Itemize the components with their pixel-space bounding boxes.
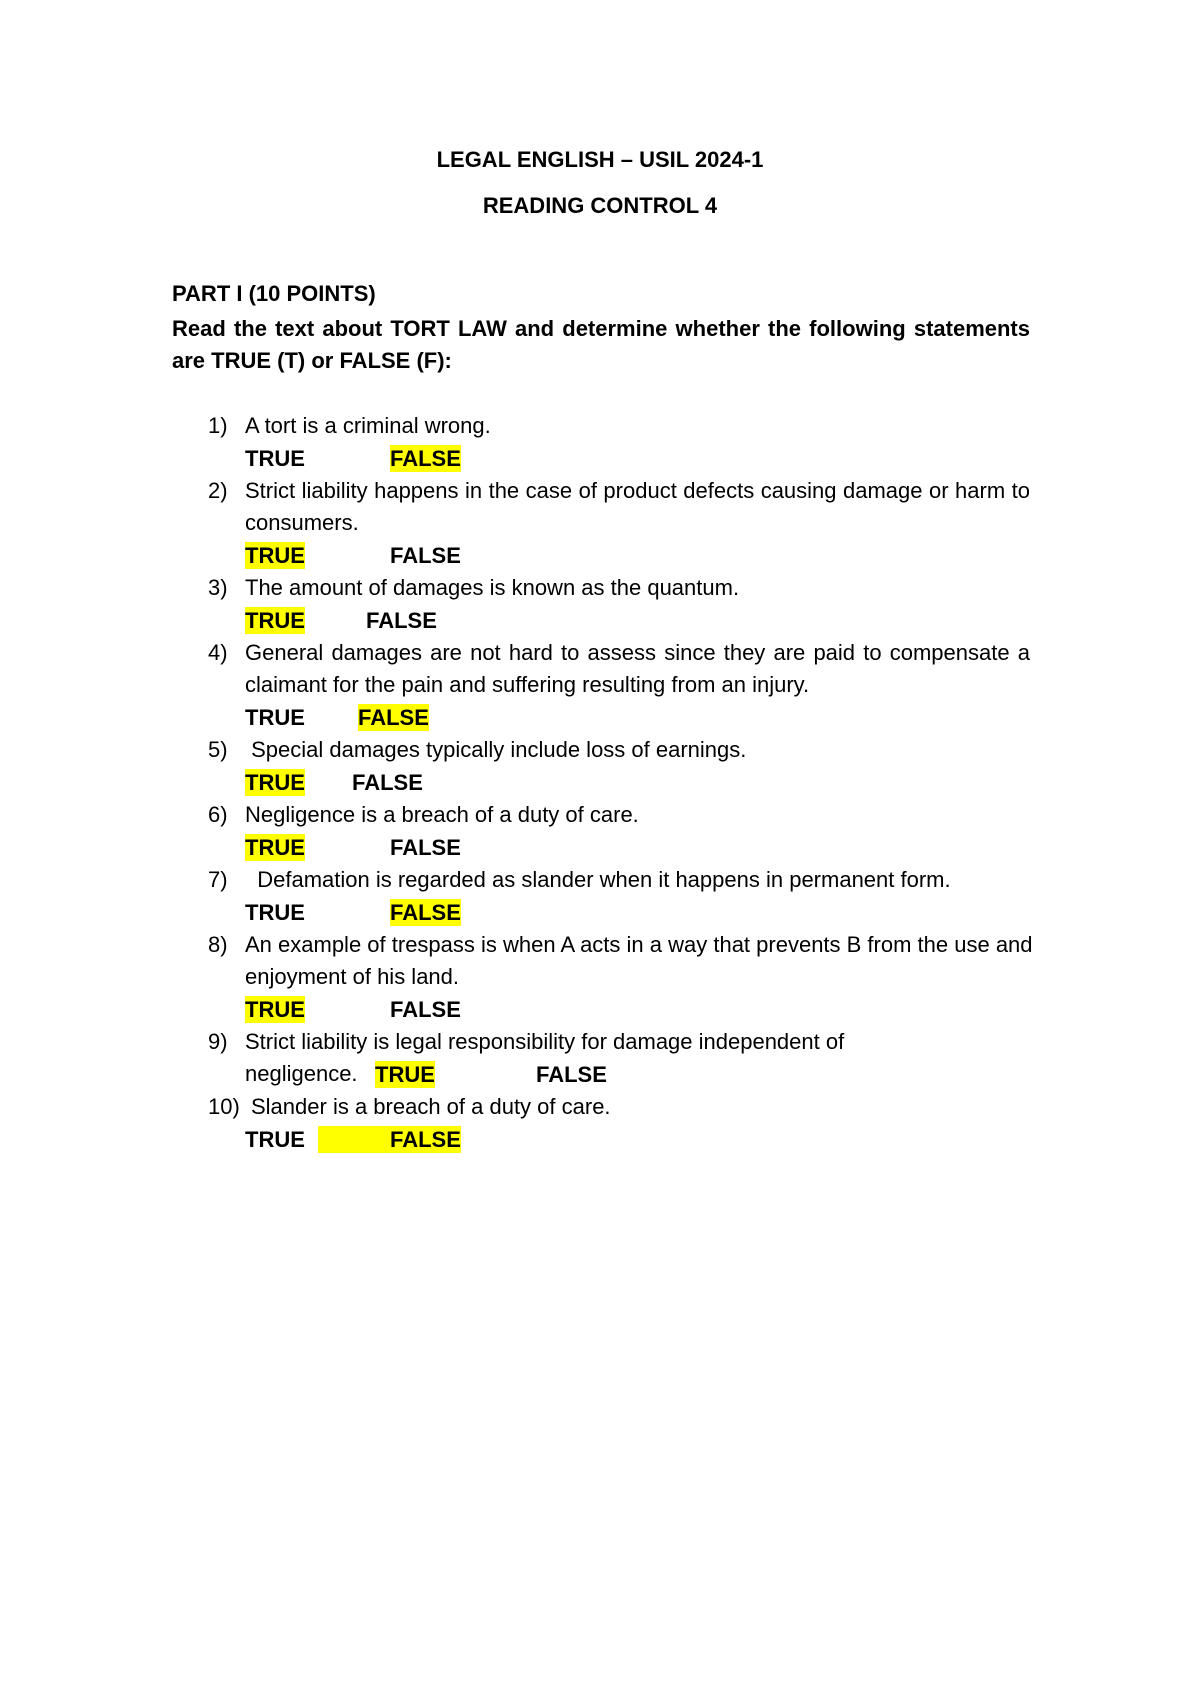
question-text: Special damages typically include loss of earnings. <box>245 737 747 762</box>
question-number: 2) <box>208 478 228 503</box>
false-option-highlighted: FALSE <box>358 705 429 730</box>
true-option-highlighted: TRUE <box>245 608 305 633</box>
false-option: FALSE <box>390 997 461 1022</box>
question-number: 4) <box>208 640 228 665</box>
true-option-highlighted: TRUE <box>245 835 305 860</box>
question-number: 9) <box>208 1029 228 1054</box>
question-number: 6) <box>208 802 228 827</box>
document-title: LEGAL ENGLISH – USIL 2024-1 <box>436 147 764 172</box>
question-text: Negligence is a breach of a duty of care. <box>245 802 639 827</box>
question-text: Strict liability happens in the case of product defects causing damage or harm to consumers. <box>245 478 1030 535</box>
question-number: 10) <box>208 1094 240 1119</box>
question-text: Defamation is regarded as slander when it happens in permanent form. <box>245 867 951 892</box>
true-option-highlighted: TRUE <box>245 770 305 795</box>
true-option-highlighted: TRUE <box>245 543 305 568</box>
false-option-highlighted: FALSE <box>390 900 461 925</box>
question-number: 3) <box>208 575 228 600</box>
question-text: Slander is a breach of a duty of care. <box>251 1094 611 1119</box>
true-option: TRUE <box>245 446 305 471</box>
part-heading: PART I (10 POINTS) <box>172 281 376 306</box>
true-option: TRUE <box>245 705 305 730</box>
question-number: 5) <box>208 737 228 762</box>
question-number: 1) <box>208 413 228 438</box>
question-text: General damages are not hard to assess since they are paid to compensate a claimant for the pain and suffering resulting from an injury. <box>245 640 1030 697</box>
false-option-highlighted: FALSE <box>390 446 461 471</box>
question-text: An example of trespass is when A acts in a way that prevents B from the use and enjoyment of his land. <box>245 932 1033 989</box>
false-option: FALSE <box>352 770 423 795</box>
question-number: 8) <box>208 932 228 957</box>
document-subtitle: READING CONTROL 4 <box>482 193 718 218</box>
false-option: FALSE <box>390 543 461 568</box>
true-option: TRUE <box>245 900 305 925</box>
instructions: Read the text about TORT LAW and determine whether the following statements are TRUE (T) or FALSE (F): <box>172 316 1030 373</box>
true-option-highlighted: TRUE <box>245 997 305 1022</box>
false-option: FALSE <box>366 608 437 633</box>
false-option: FALSE <box>536 1062 607 1087</box>
question-text: The amount of damages is known as the quantum. <box>245 575 740 600</box>
false-option-highlighted: FALSE <box>318 1126 461 1153</box>
true-option: TRUE <box>245 1127 305 1152</box>
question-text: A tort is a criminal wrong. <box>245 413 491 438</box>
false-option: FALSE <box>390 835 461 860</box>
true-option-highlighted: TRUE <box>375 1062 435 1087</box>
question-text: Strict liability is legal responsibility for damage independent of negligence. <box>245 1029 845 1086</box>
question-number: 7) <box>208 867 228 892</box>
